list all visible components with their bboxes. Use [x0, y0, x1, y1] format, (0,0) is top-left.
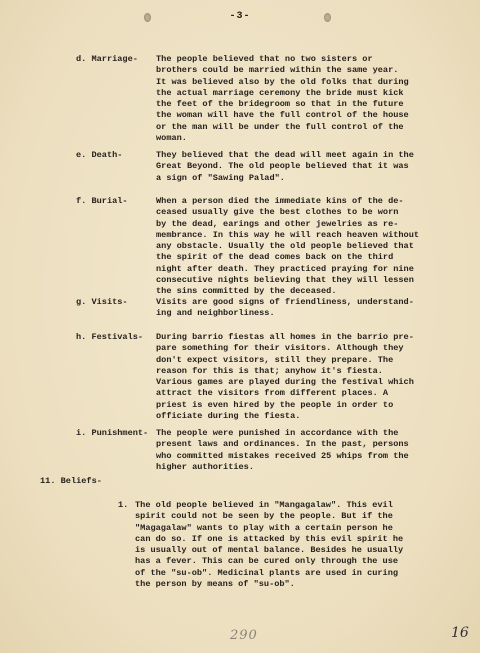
text-line: woman.: [156, 133, 187, 144]
text-line: attract the visitors from different places. A: [156, 388, 389, 399]
section-label: i. Punishment-: [76, 428, 149, 438]
text-line: Great Beyond. The old people believed that it was: [156, 161, 409, 172]
text-line: It was believed also by the old folks that during: [156, 76, 409, 87]
text-line: The old people believed in "Mangagalaw". This evil: [135, 500, 393, 510]
text-line: the spirit of the dead comes back on the third: [156, 252, 394, 263]
section-label: e. Death-: [76, 150, 123, 160]
page-number: -3-: [229, 11, 251, 22]
text-line: officiate during the fiesta.: [156, 411, 301, 422]
text-line: night after death. They practiced praying for nine: [156, 263, 414, 274]
text-line: the person by means of "su-ob".: [135, 579, 295, 590]
section-label: f. Burial-: [76, 196, 128, 206]
section-label: d. Marriage-: [76, 54, 138, 64]
text-line: During barrio fiestas all homes in the barrio pre-: [156, 332, 414, 342]
handwritten-page-number: 16: [451, 625, 469, 641]
section-heading: 11. Beliefs-: [40, 476, 102, 486]
text-line: brothers could be married within the same year.: [156, 65, 399, 76]
text-line: spirit could not be seen by the people. But if the: [135, 511, 393, 522]
text-line: The people believed that no two sisters or: [156, 54, 373, 64]
text-line: ceased usually give the best clothes to be worn: [156, 207, 399, 218]
text-line: When a person died the immediate kins of the de-: [156, 196, 404, 206]
item-number: 1.: [118, 500, 129, 510]
text-line: consecutive nights believing that they will lessen: [156, 275, 414, 286]
section-text: [156, 150, 476, 184]
text-line: the feet of the bridegroom so that in the future: [156, 99, 404, 110]
text-line: don't expect visitors, still they prepare. The: [156, 354, 394, 365]
text-line: who committed mistakes received 25 whips from the: [156, 450, 409, 461]
text-line: Various games are played during the festival which: [156, 377, 414, 388]
text-line: can do so. If one is attacked by this evil spirit he: [135, 533, 404, 544]
section-text: [156, 332, 476, 422]
text-line: of the "su-ob". Medicinal plants are used in curing: [135, 567, 399, 578]
text-line: "Magagalaw" wants to play with a certain person he: [135, 522, 393, 533]
section-text: [156, 196, 476, 298]
text-line: reason for this is that; anyhow it's fiesta.: [156, 365, 383, 376]
text-line: is usually out of mental balance. Besides he usually: [135, 545, 404, 556]
text-line: by the dead, earings and other jewelries as re-: [156, 218, 399, 229]
text-line: the woman will have the full control of the house: [156, 110, 409, 121]
text-line: membrance. In this way he will reach heaven without: [156, 229, 420, 240]
section-text: [156, 54, 476, 144]
section-text: [135, 500, 475, 590]
stamped-number: 290: [230, 628, 258, 643]
section-label: h. Festivals-: [76, 332, 144, 342]
text-line: any obstacle. Usually the old people believed that: [156, 241, 414, 252]
text-line: ing and neighborliness.: [156, 308, 275, 319]
section-label: g. Visits-: [76, 297, 128, 307]
text-line: has a fever. This can be cured only through the use: [135, 556, 399, 567]
text-line: pare something for their visitors. Although they: [156, 343, 404, 354]
text-line: priest is even hired by the people in order to: [156, 399, 394, 410]
text-line: or the man will be under the full control of the: [156, 121, 404, 132]
text-line: the sins committed by the deceased.: [156, 286, 337, 297]
section-text: [156, 297, 476, 320]
text-line: present laws and ordinances. In the past, persons: [156, 439, 409, 450]
text-line: The people were punished in accordance with the: [156, 428, 399, 438]
text-line: They believed that the dead will meet again in the: [156, 150, 414, 160]
section-text: [156, 428, 476, 473]
text-line: the actual marriage ceremony the bride must kick: [156, 87, 404, 98]
text-line: Visits are good signs of friendliness, understand-: [156, 297, 414, 307]
text-line: a sign of "Sawing Palad".: [156, 172, 285, 183]
text-line: higher authorities.: [156, 461, 254, 472]
